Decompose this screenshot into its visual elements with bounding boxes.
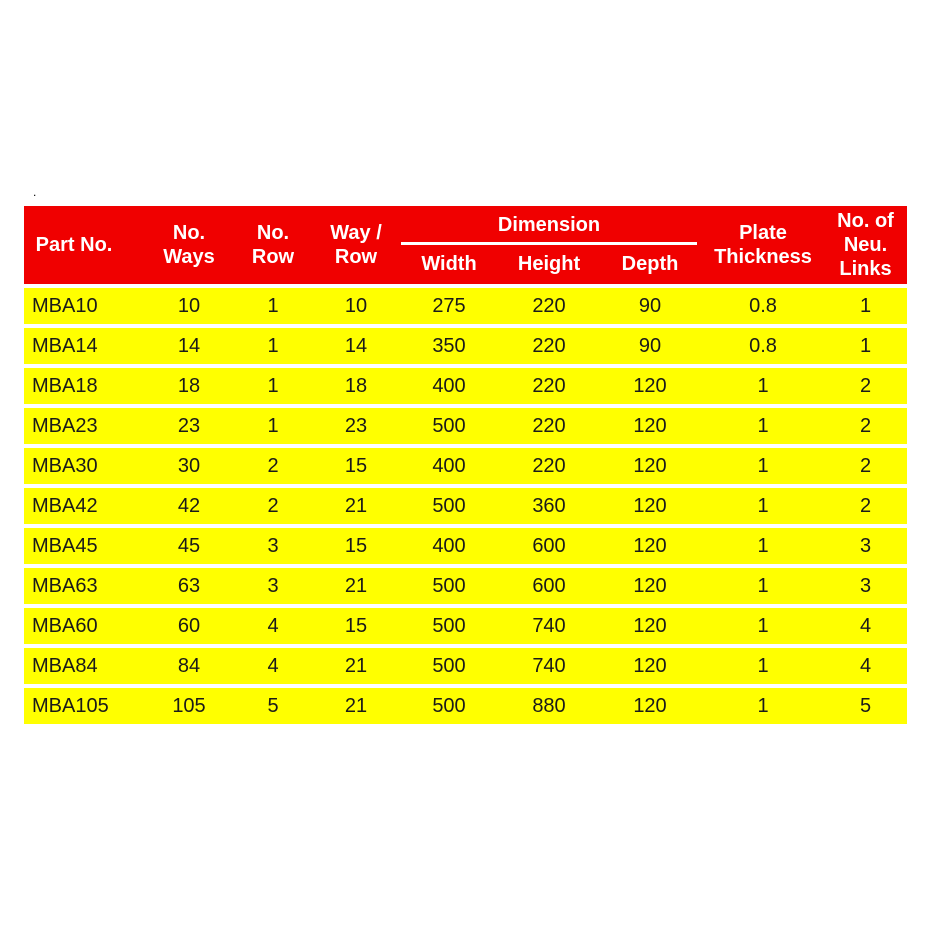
header-plate-thickness: Plate Thickness [714,222,812,268]
cell-depth: 90 [638,294,662,317]
cell-way-row: 18 [344,374,368,397]
cell-part-no: MBA60 [32,614,98,637]
cell-height: 740 [532,654,566,677]
cell-no-ways: 105 [172,694,206,717]
header-dimension: Dimension [497,214,601,236]
cell-depth: 120 [633,694,667,717]
cell-no-row: 4 [267,654,279,677]
cell-way-row: 15 [344,534,368,557]
cell-plate-thickness: 1 [757,414,769,437]
cell-neu-links: 3 [859,574,872,597]
cell-no-ways: 23 [177,414,201,437]
cell-part-no: MBA63 [32,574,98,597]
cell-part-no: MBA42 [32,494,98,517]
table-row [24,288,907,324]
cell-depth: 120 [633,614,667,637]
cell-way-row: 21 [344,694,368,717]
cell-part-no: MBA23 [32,414,98,437]
cell-no-row: 3 [267,574,279,597]
table-row [24,688,907,724]
cell-neu-links: 5 [859,694,872,717]
cell-height: 600 [532,574,566,597]
table-row [24,568,907,604]
cell-depth: 120 [633,534,667,557]
cell-way-row: 15 [344,614,368,637]
cell-no-ways: 14 [177,334,201,357]
cell-way-row: 21 [344,654,368,677]
cell-plate-thickness: 1 [757,374,769,397]
table-row [24,608,907,644]
cell-no-ways: 42 [177,494,201,517]
cell-no-row: 1 [267,374,279,397]
cell-no-row: 1 [267,414,279,437]
cell-way-row: 23 [344,414,368,437]
cell-neu-links: 2 [859,414,872,437]
table-row [24,528,907,564]
table-row [24,328,907,364]
cell-part-no: MBA10 [32,294,98,317]
cell-plate-thickness: 1 [757,454,769,477]
cell-plate-thickness: 1 [757,494,769,517]
cell-no-ways: 60 [177,614,201,637]
cell-way-row: 14 [344,334,368,357]
cell-neu-links: 4 [859,654,872,677]
cell-no-row: 1 [267,334,279,357]
header-way-row: Way / Row [330,222,382,268]
cell-height: 360 [532,494,566,517]
cell-no-row: 5 [267,694,279,717]
table-row [24,648,907,684]
cell-no-ways: 30 [177,454,201,477]
cell-plate-thickness: 1 [757,574,769,597]
cell-way-row: 21 [344,494,368,517]
cell-plate-thickness: 1 [757,654,769,677]
cell-neu-links: 2 [859,374,872,397]
cell-part-no: MBA84 [32,654,98,677]
cell-plate-thickness: 0.8 [749,334,777,357]
cell-part-no: MBA30 [32,454,98,477]
header-width: Width [421,253,477,275]
header-no-ways: No. Ways [163,222,215,268]
cell-part-no: MBA45 [32,534,98,557]
cell-width: 500 [432,614,466,637]
cell-plate-thickness: 0.8 [749,294,777,317]
cell-depth: 120 [633,574,667,597]
cell-no-ways: 10 [177,294,201,317]
header-part-no: Part No. [35,234,113,256]
cell-way-row: 10 [344,294,368,317]
cell-no-row: 2 [267,454,279,477]
specification-table [24,206,907,724]
cell-no-row: 4 [267,614,279,637]
stray-dot: . [33,185,37,199]
cell-neu-links: 1 [859,294,872,317]
cell-plate-thickness: 1 [757,694,769,717]
header-height: Height [517,253,581,275]
cell-no-ways: 84 [177,654,201,677]
cell-width: 500 [432,574,466,597]
cell-depth: 90 [638,334,662,357]
table-row [24,448,907,484]
cell-way-row: 21 [344,574,368,597]
cell-plate-thickness: 1 [757,614,769,637]
cell-width: 500 [432,694,466,717]
cell-height: 220 [532,454,566,477]
cell-height: 880 [532,694,566,717]
cell-height: 600 [532,534,566,557]
cell-width: 400 [432,374,466,397]
cell-no-row: 2 [267,494,279,517]
cell-width: 500 [432,494,466,517]
cell-height: 220 [532,294,566,317]
cell-part-no: MBA18 [32,374,98,397]
cell-no-row: 3 [267,534,279,557]
cell-no-ways: 63 [177,574,201,597]
cell-height: 220 [532,334,566,357]
table-row [24,488,907,524]
cell-part-no: MBA14 [32,334,98,357]
cell-neu-links: 3 [859,534,872,557]
cell-part-no: MBA105 [32,694,109,717]
cell-no-ways: 45 [177,534,201,557]
cell-neu-links: 4 [859,614,872,637]
cell-width: 400 [432,534,466,557]
cell-height: 740 [532,614,566,637]
cell-plate-thickness: 1 [757,534,769,557]
cell-depth: 120 [633,374,667,397]
cell-no-ways: 18 [177,374,201,397]
cell-way-row: 15 [344,454,368,477]
cell-neu-links: 2 [859,494,872,517]
header-depth: Depth [621,253,679,275]
cell-width: 500 [432,654,466,677]
cell-width: 400 [432,454,466,477]
cell-width: 500 [432,414,466,437]
cell-depth: 120 [633,494,667,517]
table-row [24,368,907,404]
table-row [24,408,907,444]
header-no-row: No. Row [251,222,295,268]
cell-no-row: 1 [267,294,279,317]
dimension-underline [401,242,697,245]
cell-depth: 120 [633,654,667,677]
cell-neu-links: 1 [859,334,872,357]
cell-width: 350 [432,334,466,357]
cell-depth: 120 [633,454,667,477]
header-neu-links: No. of Neu. Links [837,210,894,280]
cell-depth: 120 [633,414,667,437]
cell-height: 220 [532,414,566,437]
cell-height: 220 [532,374,566,397]
cell-width: 275 [432,294,466,317]
table-header [24,206,907,284]
cell-neu-links: 2 [859,454,872,477]
